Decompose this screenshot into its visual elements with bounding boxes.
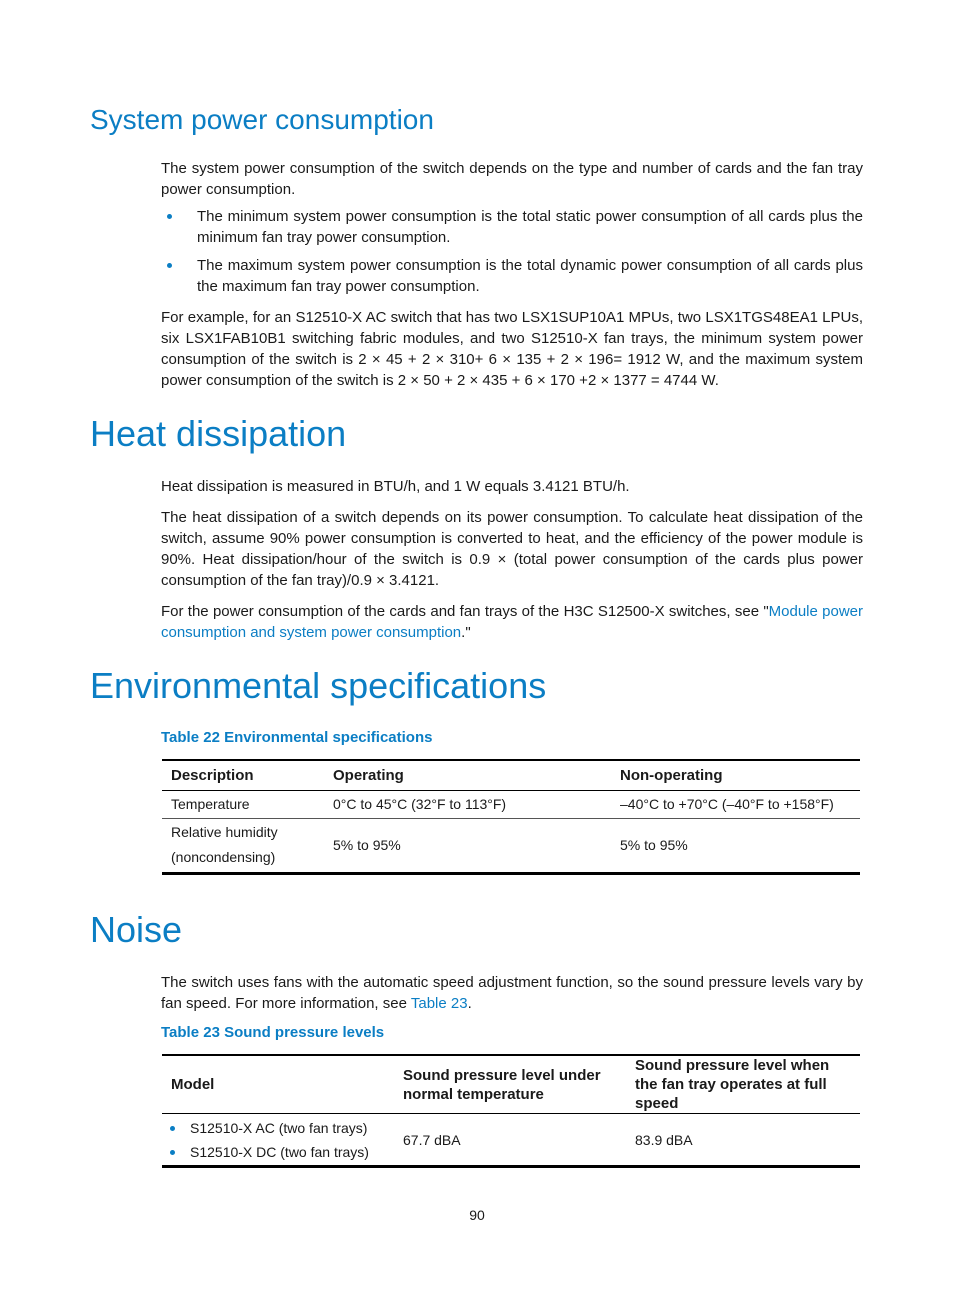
section-title-env: Environmental specifications bbox=[90, 665, 547, 706]
list-item: S12510-X AC (two fan trays) bbox=[168, 1116, 385, 1140]
list-item: S12510-X DC (two fan trays) bbox=[168, 1140, 385, 1164]
bullet-icon bbox=[167, 263, 172, 268]
env-spec-table bbox=[162, 759, 860, 875]
sound-pressure-table bbox=[162, 1054, 860, 1168]
section-title-power: System power consumption bbox=[90, 104, 434, 135]
bullet-icon bbox=[170, 1126, 175, 1131]
header-full-speed: Sound pressure level when the fan tray operates at full speed bbox=[626, 1055, 860, 1114]
table-23-link[interactable]: Table 23 bbox=[410, 995, 468, 1012]
bullet-icon bbox=[167, 214, 172, 219]
list-item: The maximum system power consumption is the total dynamic power consumption of all cards plus the maximum fan tray power consumption. bbox=[161, 255, 863, 297]
table-row: Relative humidity (noncondensing) 5% to 95% 5% to 95% bbox=[171, 824, 688, 865]
power-intro: The system power consumption of the switch depends on the type and number of cards and the fan tray power consumption. bbox=[161, 160, 863, 198]
table-header-row bbox=[162, 760, 860, 790]
page-number: 90 bbox=[469, 1207, 485, 1223]
module-power-link[interactable]: Module power consumption and system power consumption bbox=[161, 603, 864, 641]
model-list bbox=[168, 1116, 385, 1164]
list-item: The minimum system power consumption is the total static power consumption of all cards plus the minimum fan tray power consumption. bbox=[161, 206, 863, 248]
power-example: For example, for an S12510-X AC switch that has two LSX1SUP10A1 MPUs, two LSX1TGS48EA1 LPUs, six LSX1FAB10B1 switching fabric modules, and two S12510-X fan trays, the minimum system power consumption of the switch is 2 × 45 + 2 × 310+ 6 × 135 + 2 × 196= 1912 W, and the maximum system power consumption of the switch is 2 × 50 + 2 × 435 + 6 × 170 +2 × 1377 = 4744 W. bbox=[161, 309, 863, 389]
header-operating: Operating bbox=[324, 760, 611, 790]
section-title-noise: Noise bbox=[90, 909, 183, 950]
header-non-operating: Non-operating bbox=[611, 760, 860, 790]
header-description: Description bbox=[162, 760, 324, 790]
table-23-caption: Table 23 Sound pressure levels bbox=[161, 1024, 385, 1041]
heat-p3: For the power consumption of the cards and fan trays of the H3C S12500-X switches, see "Module power consumption and system power consumption." bbox=[161, 603, 864, 641]
table-22-caption: Table 22 Environmental specifications bbox=[161, 729, 433, 746]
bullet-icon bbox=[170, 1150, 175, 1155]
heat-p1: Heat dissipation is measured in BTU/h, and 1 W equals 3.4121 BTU/h. bbox=[161, 478, 630, 495]
header-model: Model bbox=[162, 1055, 394, 1114]
table-header-row bbox=[162, 1055, 860, 1114]
table-row: S12510-X AC (two fan trays) S12510-X DC (two fan trays) 67.7 dBA 83.9 dBA bbox=[162, 1114, 860, 1167]
power-bullet-list bbox=[161, 206, 863, 304]
header-normal-temp: Sound pressure level under normal temperature bbox=[394, 1055, 626, 1114]
section-title-heat: Heat dissipation bbox=[90, 413, 347, 454]
noise-p1: The switch uses fans with the automatic speed adjustment function, so the sound pressure levels vary by fan speed. For more information, see Table 23. bbox=[161, 974, 863, 1012]
table-row: Temperature 0°C to 45°C (32°F to 113°F) –40°C to +70°C (–40°F to +158°F) bbox=[162, 790, 860, 818]
heat-p2: The heat dissipation of a switch depends on its power consumption. To calculate heat dissipation of the switch, assume 90% power consumption is converted to heat, and the efficiency of the power module is 90%. Heat dissipation/hour of the switch is 0.9 × (total power consumption of the cards plus power consumption of the fan tray)/0.9 × 3.4121. bbox=[161, 509, 863, 589]
